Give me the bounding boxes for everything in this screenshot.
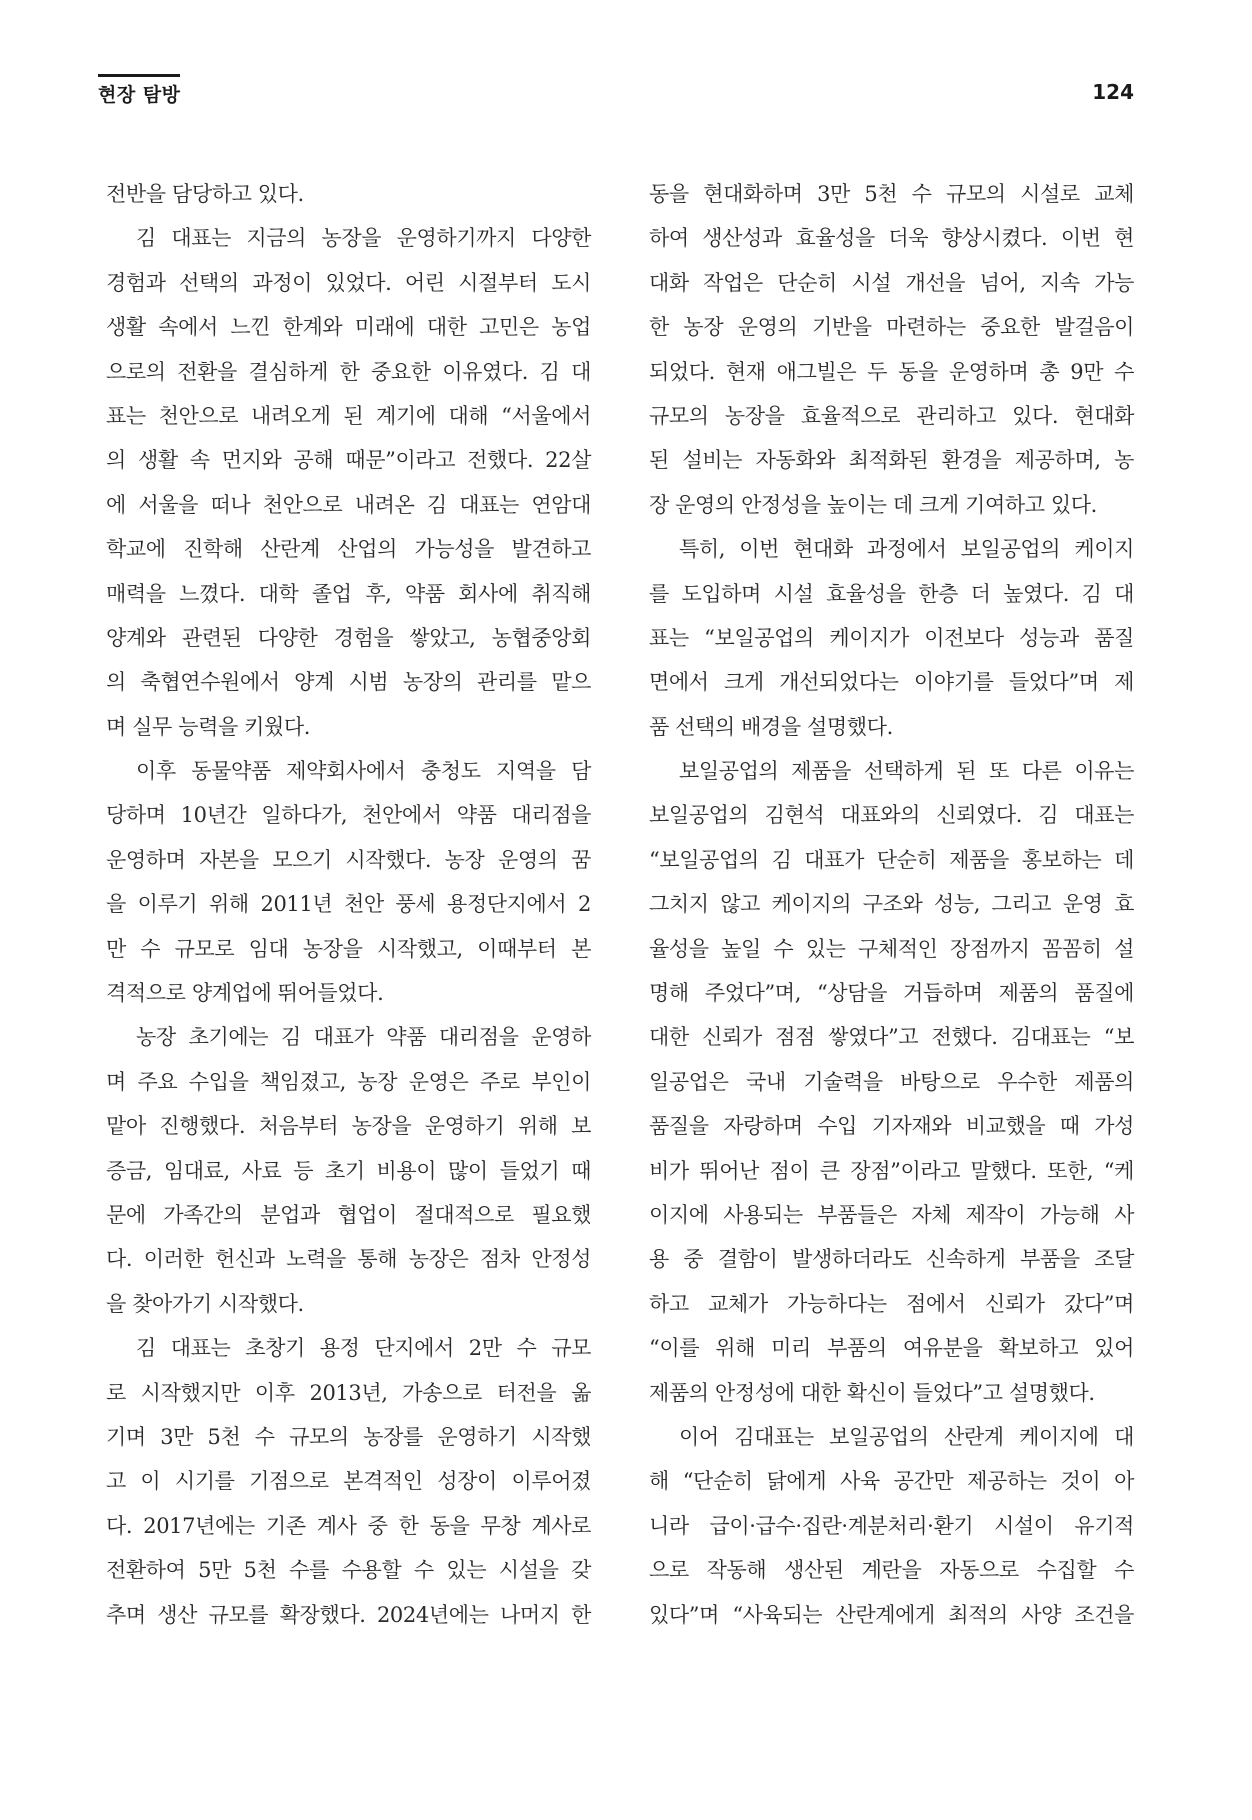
- text-line: 을 찾아가기 시작했다.: [106, 1291, 304, 1316]
- text-line: 그치지 않고 케이지의 구조와 성능, 그리고 운영 효: [649, 892, 1134, 917]
- text-line: 보일공업의 제품을 선택하게 된 또 다른 이유는: [679, 759, 1134, 784]
- text-line: 매력을 느꼈다. 대학 졸업 후, 약품 회사에 취직해: [106, 581, 591, 606]
- text-line: 당하며 10년간 일하다가, 천안에서 약품 대리점을: [106, 803, 591, 828]
- text-line: 의 생활 속 먼지와 공해 때문”이라고 전했다. 22살: [106, 448, 591, 473]
- text-line: 면에서 크게 개선되었다는 이야기를 들었다”며 제: [649, 670, 1134, 695]
- text-line: 전환하여 5만 5천 수를 수용할 수 있는 시설을 갖: [106, 1558, 591, 1583]
- text-line: 며 주요 수입을 책임졌고, 농장 운영은 주로 부인이: [106, 1069, 591, 1094]
- right-text-column: [649, 172, 1134, 1637]
- text-line: 일공업은 국내 기술력을 바탕으로 우수한 제품의: [649, 1069, 1134, 1094]
- text-line: 품 선택의 배경을 설명했다.: [649, 714, 893, 739]
- text-line: 비가 뛰어난 점이 큰 장점”이라고 말했다. 또한, “케: [649, 1158, 1134, 1183]
- text-line: 만 수 규모로 임대 농장을 시작했고, 이때부터 본: [106, 936, 591, 961]
- text-line: 학교에 진학해 산란계 산업의 가능성을 발견하고: [106, 537, 591, 562]
- section-label: 현장 탐방: [98, 84, 181, 106]
- text-line: 규모의 농장을 효율적으로 관리하고 있다. 현대화: [649, 403, 1134, 428]
- text-line: 이어 김대표는 보일공업의 산란계 케이지에 대: [679, 1424, 1134, 1449]
- text-line: 다. 2017년에는 기존 계사 중 한 동을 무창 계사로: [106, 1513, 591, 1538]
- text-line: 있다”며 “사육되는 산란계에게 최적의 사양 조건을: [649, 1602, 1134, 1627]
- text-line: 니라 급이·급수·집란·계분처리·환기 시설이 유기적: [649, 1513, 1134, 1538]
- text-line: 고 이 시기를 기점으로 본격적인 성장이 이루어졌: [106, 1469, 591, 1494]
- text-line: 다. 이러한 헌신과 노력을 통해 농장은 점차 안정성: [106, 1247, 591, 1272]
- text-line: 된 설비는 자동화와 최적화된 환경을 제공하며, 농: [649, 448, 1134, 473]
- text-line: 에 서울을 떠나 천안으로 내려온 김 대표는 연암대: [106, 492, 591, 517]
- text-line: 생활 속에서 느낀 한계와 미래에 대한 고민은 농업: [106, 315, 591, 340]
- text-line: “이를 위해 미리 부품의 여유분을 확보하고 있어: [649, 1336, 1134, 1361]
- text-line: 표는 천안으로 내려오게 된 계기에 대해 “서울에서: [106, 403, 591, 428]
- left-text-column: [106, 172, 591, 1637]
- text-line: 품질을 자랑하며 수입 기자재와 비교했을 때 가성: [649, 1114, 1134, 1139]
- text-line: 동을 현대화하며 3만 5천 수 규모의 시설로 교체: [649, 182, 1134, 206]
- text-line: 장 운영의 안정성을 높이는 데 크게 기여하고 있다.: [649, 492, 1097, 517]
- text-line: 며 실무 능력을 키웠다.: [106, 714, 311, 739]
- text-line: 하고 교체가 가능하다는 점에서 신뢰가 갔다”며: [649, 1291, 1134, 1316]
- text-line: 보일공업의 김현석 대표와의 신뢰였다. 김 대표는: [649, 803, 1134, 828]
- text-line: 양계와 관련된 다양한 경험을 쌓았고, 농협중앙회: [106, 625, 591, 650]
- text-line: 대한 신뢰가 점점 쌓였다”고 전했다. 김대표는 “보: [649, 1025, 1134, 1050]
- text-line: 증금, 임대료, 사료 등 초기 비용이 많이 들었기 때: [106, 1158, 591, 1183]
- text-line: 의 축협연수원에서 양계 시범 농장의 관리를 맡으: [106, 670, 591, 695]
- page-number: 124: [1092, 80, 1134, 104]
- text-line: 대화 작업은 단순히 시설 개선을 넘어, 지속 가능: [649, 270, 1134, 295]
- text-line: 하여 생산성과 효율성을 더욱 향상시켰다. 이번 현: [649, 226, 1134, 251]
- text-line: 으로 작동해 생산된 계란을 자동으로 수집할 수: [649, 1558, 1134, 1583]
- text-line: 운영하며 자본을 모으기 시작했다. 농장 운영의 꿈: [106, 847, 591, 872]
- text-line: 율성을 높일 수 있는 구체적인 장점까지 꼼꼼히 설: [649, 936, 1134, 961]
- text-line: 기며 3만 5천 수 규모의 농장를 운영하기 시작했: [106, 1424, 591, 1449]
- text-line: 문에 가족간의 분업과 협업이 절대적으로 필요했: [106, 1202, 591, 1227]
- text-line: 용 중 결함이 발생하더라도 신속하게 부품을 조달: [649, 1247, 1134, 1272]
- text-line: 를 도입하며 시설 효율성을 한층 더 높였다. 김 대: [649, 581, 1134, 606]
- header-rule: [98, 74, 180, 77]
- text-line: 한 농장 운영의 기반을 마련하는 중요한 발걸음이: [649, 315, 1134, 340]
- text-line: 해 “단순히 닭에게 사육 공간만 제공하는 것이 아: [649, 1469, 1134, 1494]
- text-line: “보일공업의 김 대표가 단순히 제품을 홍보하는 데: [649, 847, 1134, 872]
- text-line: 전반을 담당하고 있다.: [106, 182, 304, 206]
- text-line: 을 이루기 위해 2011년 천안 풍세 용정단지에서 2: [106, 892, 591, 917]
- text-line: 추며 생산 규모를 확장했다. 2024년에는 나머지 한: [106, 1602, 591, 1627]
- text-line: 표는 “보일공업의 케이지가 이전보다 성능과 품질: [649, 625, 1134, 650]
- text-line: 제품의 안정성에 대한 확신이 들었다”고 설명했다.: [649, 1380, 1095, 1405]
- text-line: 되었다. 현재 애그빌은 두 동을 운영하며 총 9만 수: [649, 359, 1134, 384]
- text-line: 김 대표는 지금의 농장을 운영하기까지 다양한: [136, 226, 591, 251]
- text-line: 이지에 사용되는 부품들은 자체 제작이 가능해 사: [649, 1202, 1134, 1227]
- text-line: 맡아 진행했다. 처음부터 농장을 운영하기 위해 보: [106, 1114, 591, 1139]
- text-line: 경험과 선택의 과정이 있었다. 어린 시절부터 도시: [106, 270, 591, 295]
- text-line: 농장 초기에는 김 대표가 약품 대리점을 운영하: [136, 1025, 591, 1050]
- text-line: 명해 주었다”며, “상담을 거듭하며 제품의 품질에: [649, 981, 1134, 1006]
- text-line: 으로의 전환을 결심하게 한 중요한 이유였다. 김 대: [106, 359, 591, 384]
- text-line: 이후 동물약품 제약회사에서 충청도 지역을 담: [136, 759, 591, 784]
- text-line: 로 시작했지만 이후 2013년, 가송으로 터전을 옮: [106, 1380, 591, 1405]
- text-line: 특히, 이번 현대화 과정에서 보일공업의 케이지: [679, 537, 1134, 562]
- text-line: 김 대표는 초창기 용정 단지에서 2만 수 규모: [136, 1336, 591, 1361]
- text-line: 격적으로 양계업에 뛰어들었다.: [106, 981, 384, 1006]
